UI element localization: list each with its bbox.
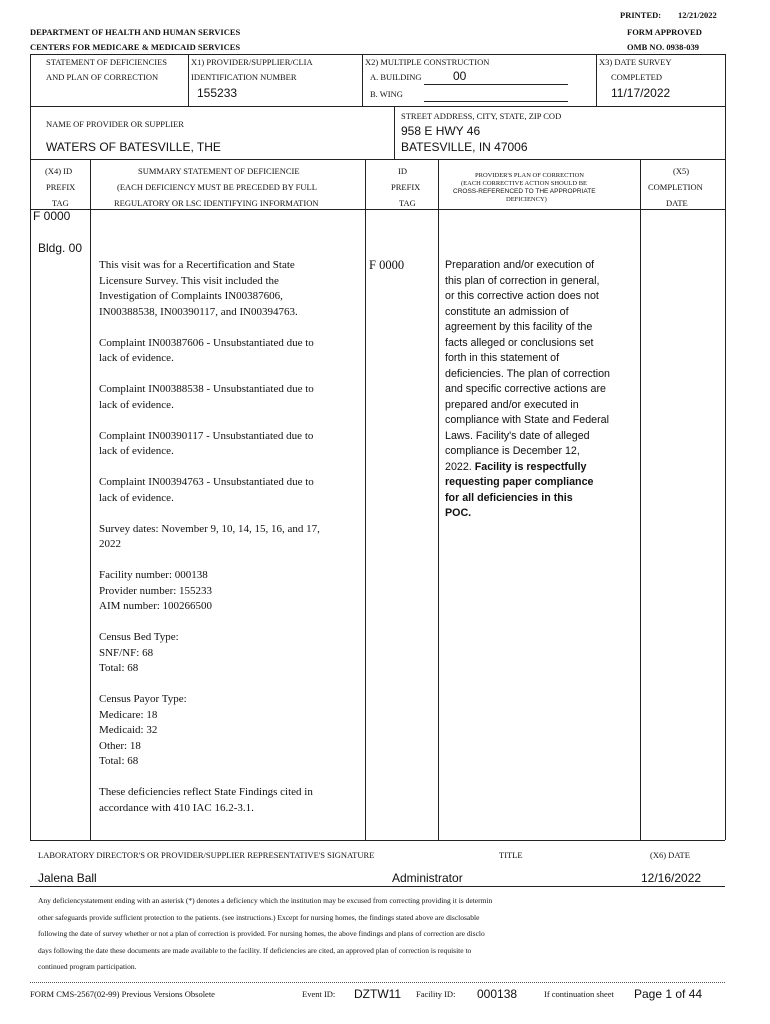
col-divider-1	[90, 159, 91, 840]
box-divider-2	[362, 54, 363, 106]
summary-line: Complaint IN00394763 - Unsubstantiated due to	[99, 476, 314, 488]
summary-line: These deficiencies reflect State Findings cited in	[99, 786, 313, 798]
signature-date: 12/16/2022	[641, 871, 702, 885]
disclaimer-line: continued program participation.	[38, 962, 137, 971]
statement-label-1: STATEMENT OF DEFICIENCIES	[46, 57, 168, 67]
x1-label-2: IDENTIFICATION NUMBER	[191, 72, 297, 82]
plan-mixed-line	[445, 460, 637, 476]
facility-id-value: 000138	[477, 987, 518, 1001]
plan-line: or this corrective action does not	[445, 290, 599, 302]
summary-line: Total: 68	[99, 662, 139, 674]
summary-line: lack of evidence.	[99, 398, 174, 411]
x2-label: X2) MULTIPLE CONSTRUCTION	[365, 57, 490, 67]
col-divider-2	[365, 159, 366, 840]
x5-header-1: (X5)	[673, 166, 690, 176]
building-value: 00	[453, 69, 467, 83]
plan-line: Laws. Facility's date of alleged	[445, 429, 590, 442]
summary-line: Complaint IN00388538 - Unsubstantiated due to	[99, 383, 314, 395]
plan-line: deficiencies. The plan of correction	[445, 367, 610, 380]
provider-bottom-line	[30, 159, 725, 160]
plan-header-3: CROSS-REFERENCED TO THE APPROPRIATE	[453, 188, 596, 195]
id-prefix-tag: F 0000	[369, 258, 405, 272]
signature-bottom-line	[30, 886, 725, 887]
provider-label: NAME OF PROVIDER OR SUPPLIER	[46, 119, 184, 129]
summary-paragraph	[99, 692, 361, 770]
x4-header-2: PREFIX	[46, 182, 76, 192]
disclaimer-text	[38, 893, 728, 976]
x5-header-3: DATE	[666, 198, 688, 208]
plan-mixed-normal: 2022.	[445, 460, 475, 473]
plan-line: and specific corrective actions are	[445, 383, 606, 395]
id-header-2: PREFIX	[391, 182, 421, 192]
summary-paragraph	[99, 475, 361, 506]
column-header-bottom-line	[30, 209, 725, 210]
provider-id-value: 155233	[197, 86, 238, 100]
summary-paragraph	[99, 785, 361, 816]
summary-line: SNF/NF: 68	[99, 646, 154, 659]
x4-header-1: (X4) ID	[45, 166, 73, 176]
left-prefix-tag: F 0000	[33, 209, 71, 223]
summary-line: lack of evidence.	[99, 491, 174, 504]
summary-line: Medicaid: 32	[99, 724, 158, 736]
summary-paragraph	[99, 522, 361, 553]
frame-bottom-line	[30, 840, 725, 841]
signer-name: Jalena Ball	[38, 871, 97, 885]
plan-of-correction	[445, 258, 637, 522]
plan-header-4: DEFICIENCY)	[506, 196, 547, 203]
plan-line: compliance with State and Federal	[445, 414, 609, 426]
disclaimer-line: following the date of survey whether or not a plan of correction is provided. For nursing homes, the above findings and plans of correction are disclo	[38, 929, 485, 938]
continuation-label: If continuation sheet	[544, 989, 614, 999]
address-line-1: 958 E HWY 46	[401, 124, 481, 138]
plan-line: prepared and/or executed in	[445, 398, 579, 411]
frame-left-line	[30, 54, 31, 840]
summary-line: Facility number: 000138	[99, 569, 208, 581]
summary-line: Medicare: 18	[99, 708, 158, 721]
summary-line: Census Bed Type:	[99, 631, 179, 643]
plan-line: agreement by this facility of the	[445, 321, 593, 333]
x3-label-1: X3) DATE SURVEY	[599, 57, 672, 67]
building-underline	[424, 84, 568, 85]
form-number: FORM CMS-2567(02-99) Previous Versions Obsolete	[30, 989, 215, 999]
summary-line: Total: 68	[99, 755, 139, 767]
title-label: TITLE	[499, 850, 523, 860]
address-label: STREET ADDRESS, CITY, STATE, ZIP COD	[401, 111, 562, 121]
plan-header-2: (EACH CORRECTIVE ACTION SHOULD BE	[461, 180, 588, 187]
centers-title: CENTERS FOR MEDICARE & MEDICAID SERVICES	[30, 42, 241, 52]
summary-paragraph	[99, 336, 361, 367]
summary-line: Survey dates: November 9, 10, 14, 15, 16, and 17,	[99, 522, 320, 535]
summary-line: Licensure Survey. This visit included the	[99, 274, 279, 287]
summary-statement	[99, 258, 361, 832]
wing-underline	[424, 101, 568, 102]
provider-name: WATERS OF BATESVILLE, THE	[46, 140, 221, 154]
summary-paragraph	[99, 568, 361, 615]
summary-header-2: (EACH DEFICIENCY MUST BE PRECEDED BY FULL	[117, 182, 317, 192]
plan-line: facts alleged or conclusions set	[445, 336, 594, 349]
x1-label-1: X1) PROVIDER/SUPPLIER/CLIA	[191, 57, 313, 67]
plan-line: Preparation and/or execution of	[445, 259, 595, 271]
id-header-3: TAG	[399, 198, 416, 208]
summary-line: 2022	[99, 538, 121, 550]
summary-header-3: REGULATORY OR LSC IDENTIFYING INFORMATION	[114, 198, 319, 208]
plan-mixed-bold: Facility is respectfully	[474, 460, 587, 473]
building-label: A. BUILDING	[370, 72, 422, 82]
summary-paragraph	[99, 258, 361, 320]
summary-paragraph	[99, 630, 361, 677]
x5-header-2: COMPLETION	[648, 182, 703, 192]
summary-line: Investigation of Complaints IN00387606,	[99, 290, 283, 302]
summary-line: accordance with 410 IAC 16.2-3.1.	[99, 801, 254, 814]
event-id-label: Event ID:	[302, 989, 336, 999]
frame-top-line	[30, 54, 725, 55]
department-title: DEPARTMENT OF HEALTH AND HUMAN SERVICES	[30, 27, 241, 37]
col-divider-4	[640, 159, 641, 840]
statement-label-2: AND PLAN OF CORRECTION	[46, 72, 159, 82]
address-line-2: BATESVILLE, IN 47006	[401, 140, 528, 154]
signature-label: LABORATORY DIRECTOR'S OR PROVIDER/SUPPLIER REPRESENTATIVE'S SIGNATURE	[38, 850, 375, 860]
summary-line: lack of evidence.	[99, 445, 174, 457]
printed-label: PRINTED:	[620, 10, 662, 20]
plan-line: compliance is December 12,	[445, 445, 580, 457]
plan-header-1: PROVIDER'S PLAN OF CORRECTION	[475, 172, 584, 179]
omb-number: OMB NO. 0938-039	[627, 42, 700, 52]
summary-line: AIM number: 100266500	[99, 600, 213, 612]
footer-dotted-line	[30, 982, 725, 983]
summary-paragraph	[99, 429, 361, 460]
summary-line: Census Payor Type:	[99, 693, 187, 705]
wing-label: B. WING	[370, 89, 403, 99]
summary-line: Provider number: 155233	[99, 584, 213, 597]
provider-divider	[394, 106, 395, 159]
id-header-1: ID	[398, 166, 407, 176]
disclaimer-line: Any deficiencystatement ending with an asterisk (*) denotes a deficiency which the institution may be excused from correcting providing it is determin	[38, 896, 493, 905]
boxes-bottom-line	[30, 106, 725, 107]
plan-bold-line: POC.	[445, 507, 472, 519]
summary-line: This visit was for a Recertification and State	[99, 259, 295, 271]
summary-header-1: SUMMARY STATEMENT OF DEFICIENCIE	[138, 166, 300, 176]
x3-label-2: COMPLETED	[611, 72, 662, 82]
plan-text-lines	[445, 258, 637, 460]
survey-date-value: 11/17/2022	[611, 86, 671, 100]
event-id-value: DZTW11	[354, 987, 402, 1001]
disclaimer-line: days following the date these documents are made available to the facility. If deficiencies are cited, an approved plan of correction is requisite to	[38, 945, 472, 955]
printed-date: 12/21/2022	[678, 10, 717, 20]
summary-line: Complaint IN00387606 - Unsubstantiated due to	[99, 336, 314, 349]
plan-line: forth in this statement of	[445, 352, 560, 364]
building-tag: Bldg. 00	[38, 241, 83, 255]
summary-line: Other: 18	[99, 739, 141, 752]
form-approved: FORM APPROVED	[627, 27, 702, 37]
x4-header-3: TAG	[52, 198, 69, 208]
plan-line: this plan of correction in general,	[445, 274, 600, 287]
plan-bold-line: for all deficiencies in this	[445, 491, 573, 504]
summary-paragraph	[99, 382, 361, 413]
signer-title: Administrator	[392, 871, 463, 885]
disclaimer-line: other safeguards provide sufficient protection to the patients. (see instructions.) Except for nursing homes, the findings stated above are disclosable	[38, 912, 480, 922]
col-divider-3	[438, 159, 439, 840]
facility-id-label: Facility ID:	[416, 989, 456, 999]
summary-line: IN00388538, IN00390117, and IN00394763.	[99, 305, 298, 318]
summary-line: Complaint IN00390117 - Unsubstantiated due to	[99, 429, 314, 442]
summary-line: lack of evidence.	[99, 352, 174, 364]
plan-line: constitute an admission of	[445, 305, 569, 318]
plan-bold-line: requesting paper compliance	[445, 476, 594, 488]
frame-right-line	[725, 54, 726, 840]
box-divider-1	[188, 54, 189, 106]
date-label: (X6) DATE	[650, 850, 690, 860]
plan-bold-lines	[445, 475, 637, 522]
page-number: Page 1 of 44	[634, 987, 703, 1001]
box-divider-3	[596, 54, 597, 106]
